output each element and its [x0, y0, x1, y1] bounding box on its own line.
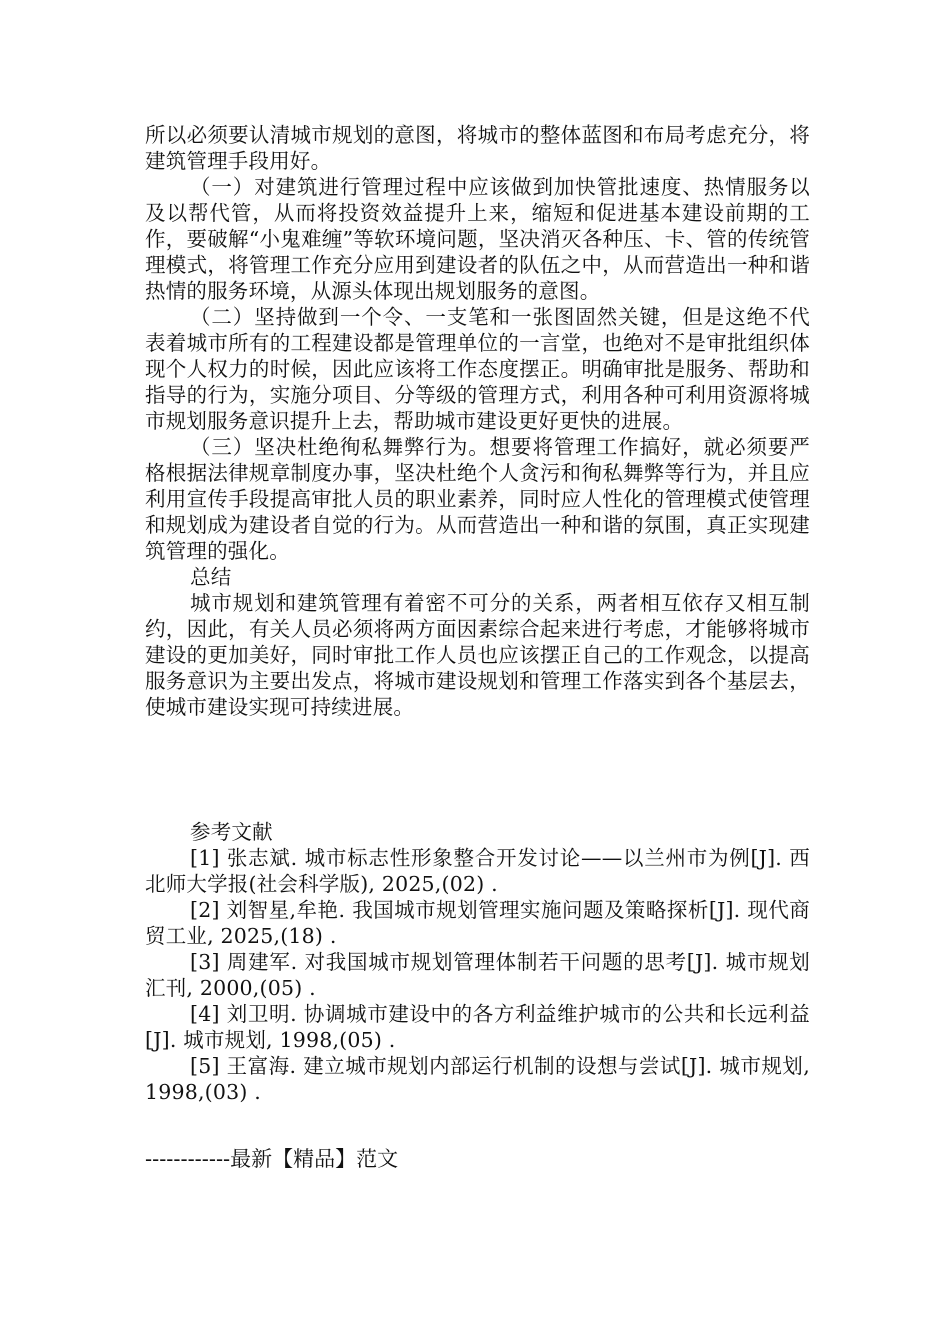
body-section: [145, 122, 810, 720]
summary-paragraph: 城市规划和建筑管理有着密不可分的关系，两者相互依存又相互制约，因此，有关人员必须将两方面因素综合起来进行考虑，才能够将城市建设的更加美好，同时审批工作人员也应该摆正自己的工作观念，以提高服务意识为主要出发点，将城市建设规划和管理工作落实到各个基层去，使城市建设实现可持续进展。: [145, 591, 810, 719]
paragraph-point-two: （二）坚持做到一个令、一支笔和一张图固然关键，但是这绝不代表着城市所有的工程建设都是管理单位的一言堂，也绝对不是审批组织体现个人权力的时候，因此应该将工作态度摆正。明确审批是服务、帮助和指导的行为，实施分项目、分等级的管理方式，利用各种可利用资源将城市规划服务意识提升上去，帮助城市建设更好更快的进展。: [145, 305, 810, 433]
reference-item-2: [2] 刘智星,牟艳. 我国城市规划管理实施问题及策略探析[J]. 现代商贸工业, 2025,(18) .: [145, 898, 810, 948]
references-heading: 参考文献: [190, 820, 273, 844]
summary-heading: 总结: [190, 565, 232, 589]
reference-item-1: [1] 张志斌. 城市标志性形象整合开发讨论——以兰州市为例[J]. 西北师大学报(社会科学版), 2025,(02) .: [145, 846, 810, 896]
paragraph-point-one: （一）对建筑进行管理过程中应该做到加快管批速度、热情服务以及以帮代管，从而将投资效益提升上来，缩短和促进基本建设前期的工作，要破解“小鬼难缠”等软环境问题，坚决消灭各种压、卡、管的传统管理模式，将管理工作充分应用到建设者的队伍之中，从而营造出一种和谐热情的服务环境，从源头体现出规划服务的意图。: [145, 175, 810, 303]
paragraph-point-three: （三）坚决杜绝徇私舞弊行为。想要将管理工作搞好，就必须要严格根据法律规章制度办事，坚决杜绝个人贪污和徇私舞弊等行为，并且应利用宣传手段提高审批人员的职业素养，同时应人性化的管理模式使管理和规划成为建设者自觉的行为。从而营造出一种和谐的氛围，真正实现建筑管理的强化。: [145, 435, 810, 563]
footer-banner: ------------最新【精品】范文: [145, 1147, 399, 1171]
reference-item-4: [4] 刘卫明. 协调城市建设中的各方利益维护城市的公共和长远利益[J]. 城市规划, 1998,(05) .: [145, 1002, 810, 1052]
references-section: [145, 819, 810, 1105]
reference-item-5: [5] 王富海. 建立城市规划内部运行机制的设想与尝试[J]. 城市规划, 1998,(03) .: [145, 1054, 810, 1104]
reference-item-3: [3] 周建军. 对我国城市规划管理体制若干问题的思考[J]. 城市规划汇刊, 2000,(05) .: [145, 950, 810, 1000]
paragraph-continuation: 所以必须要认清城市规划的意图，将城市的整体蓝图和布局考虑充分，将建筑管理手段用好。: [145, 123, 810, 173]
